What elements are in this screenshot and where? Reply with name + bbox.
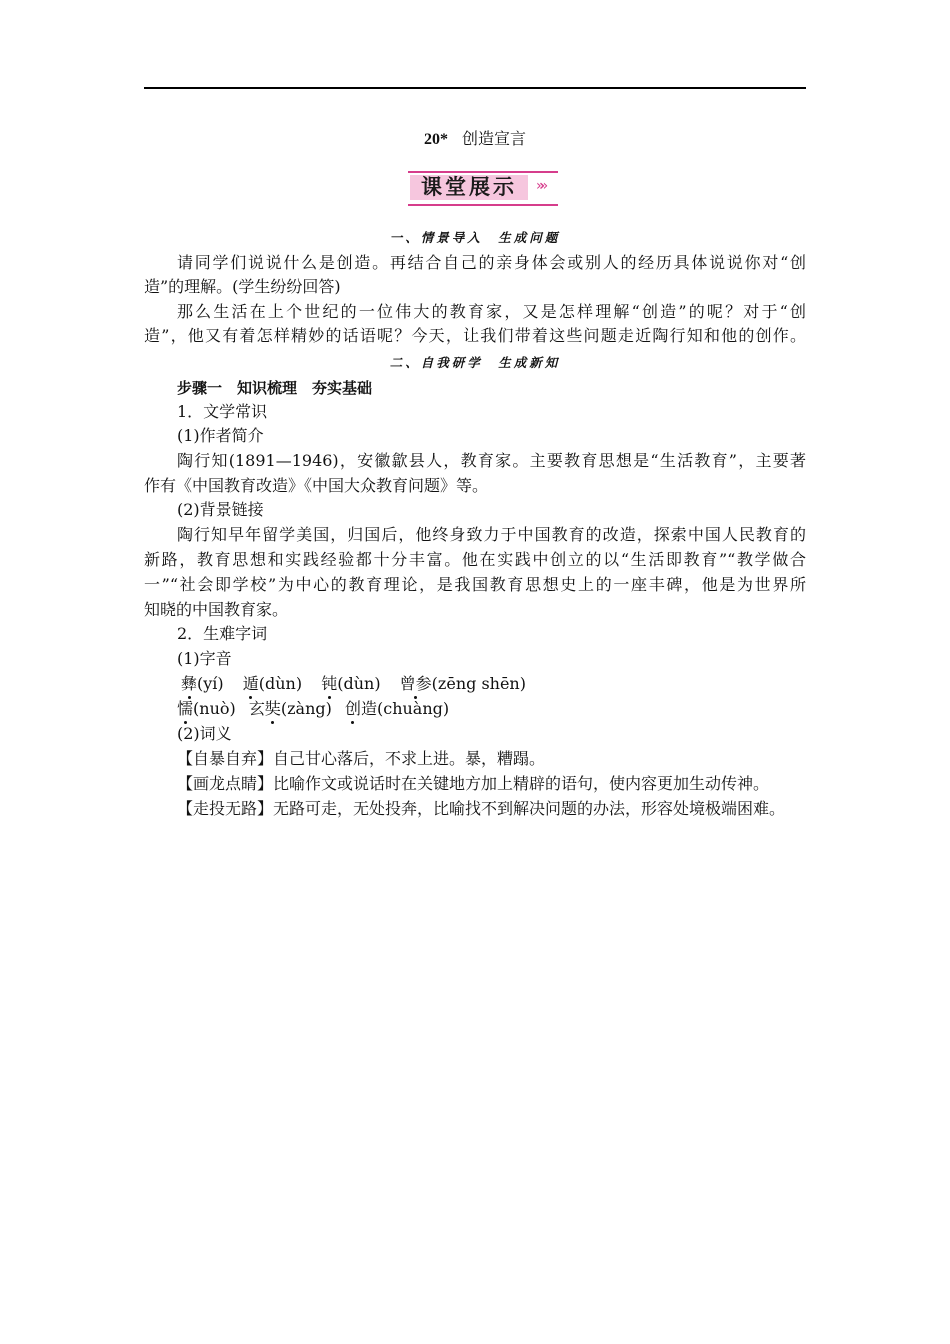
vocab-entry: 【自暴自弃】自己甘心落后，不求上进。暴，糟蹋。 bbox=[177, 749, 546, 768]
paragraph-line: 作有《中国教育改造》《中国大众教育问题》等。 bbox=[144, 476, 489, 495]
paragraph-line: 造”的理解。(学生纷纷回答) bbox=[144, 277, 341, 296]
section-banner bbox=[408, 171, 558, 207]
pron-entry: 懦(nuò) bbox=[177, 699, 236, 718]
paragraph-line: 请同学们说说什么是创造。再结合自己的亲身体会或别人的经历具体说说你对“创 bbox=[177, 253, 806, 272]
paragraph-line: 造”，他又有着怎样精妙的话语呢？今天，让我们带着这些问题走近陶行知和他的创作。 bbox=[144, 326, 806, 345]
lesson-title-text: 创造宣言 bbox=[461, 129, 526, 148]
sub-heading: (2)背景链接 bbox=[177, 500, 264, 519]
section-heading-2: 二、自我研学 生成新知 bbox=[389, 355, 561, 370]
pron-entry: 彝(yí) bbox=[181, 674, 224, 693]
paragraph-line: 一”“社会即学校”为中心的教育理论，是我国教育思想史上的一座丰碑，他是为世界所 bbox=[144, 575, 806, 594]
vocab-entry: 【画龙点睛】比喻作文或说话时在关键地方加上精辟的语句，使内容更加生动传神。 bbox=[177, 774, 770, 793]
double-chevron-right-icon: »» bbox=[536, 178, 544, 194]
sub-heading: (2)词义 bbox=[177, 724, 232, 743]
item-heading: 2．生难字词 bbox=[177, 624, 268, 643]
sub-heading: (1)字音 bbox=[177, 649, 232, 668]
pron-entry: 创造(chuàng) bbox=[345, 699, 449, 718]
paragraph-line: 新路，教育思想和实践经验都十分丰富。他在实践中创立的以“生活即教育”“教学做合 bbox=[144, 550, 806, 569]
pron-entry: 玄奘(zàng) bbox=[249, 699, 332, 718]
paragraph-line: 那么生活在上个世纪的一位伟大的教育家，又是怎样理解“创造”的呢？对于“创 bbox=[177, 302, 806, 321]
pronunciation-row bbox=[177, 697, 839, 721]
section-heading-1: 一、情景导入 生成问题 bbox=[389, 230, 561, 245]
pron-entry: 钝(dùn) bbox=[321, 674, 380, 693]
step-heading: 步骤一 知识梳理 夯实基础 bbox=[177, 379, 373, 397]
paragraph-line: 陶行知(1891—1946)，安徽歙县人，教育家。主要教育思想是“生活教育”，主要著 bbox=[177, 451, 806, 470]
pron-entry: 曾参(zēng shēn) bbox=[400, 674, 526, 693]
paragraph-line: 知晓的中国教育家。 bbox=[144, 600, 289, 619]
item-heading: 1．文学常识 bbox=[177, 402, 268, 421]
lesson-title bbox=[0, 126, 950, 149]
sub-heading: (1)作者简介 bbox=[177, 426, 264, 445]
paragraph-line: 陶行知早年留学美国，归国后，他终身致力于中国教育的改造，探索中国人民教育的 bbox=[177, 525, 806, 544]
lesson-number: 20* bbox=[423, 131, 448, 148]
top-rule bbox=[144, 87, 806, 89]
pron-entry: 遁(dùn) bbox=[243, 674, 302, 693]
banner-label: 课堂展示 bbox=[421, 175, 517, 199]
pronunciation-row bbox=[181, 672, 843, 696]
vocab-entry: 【走投无路】无路可走，无处投奔，比喻找不到解决问题的办法，形容处境极端困难。 bbox=[177, 799, 786, 818]
